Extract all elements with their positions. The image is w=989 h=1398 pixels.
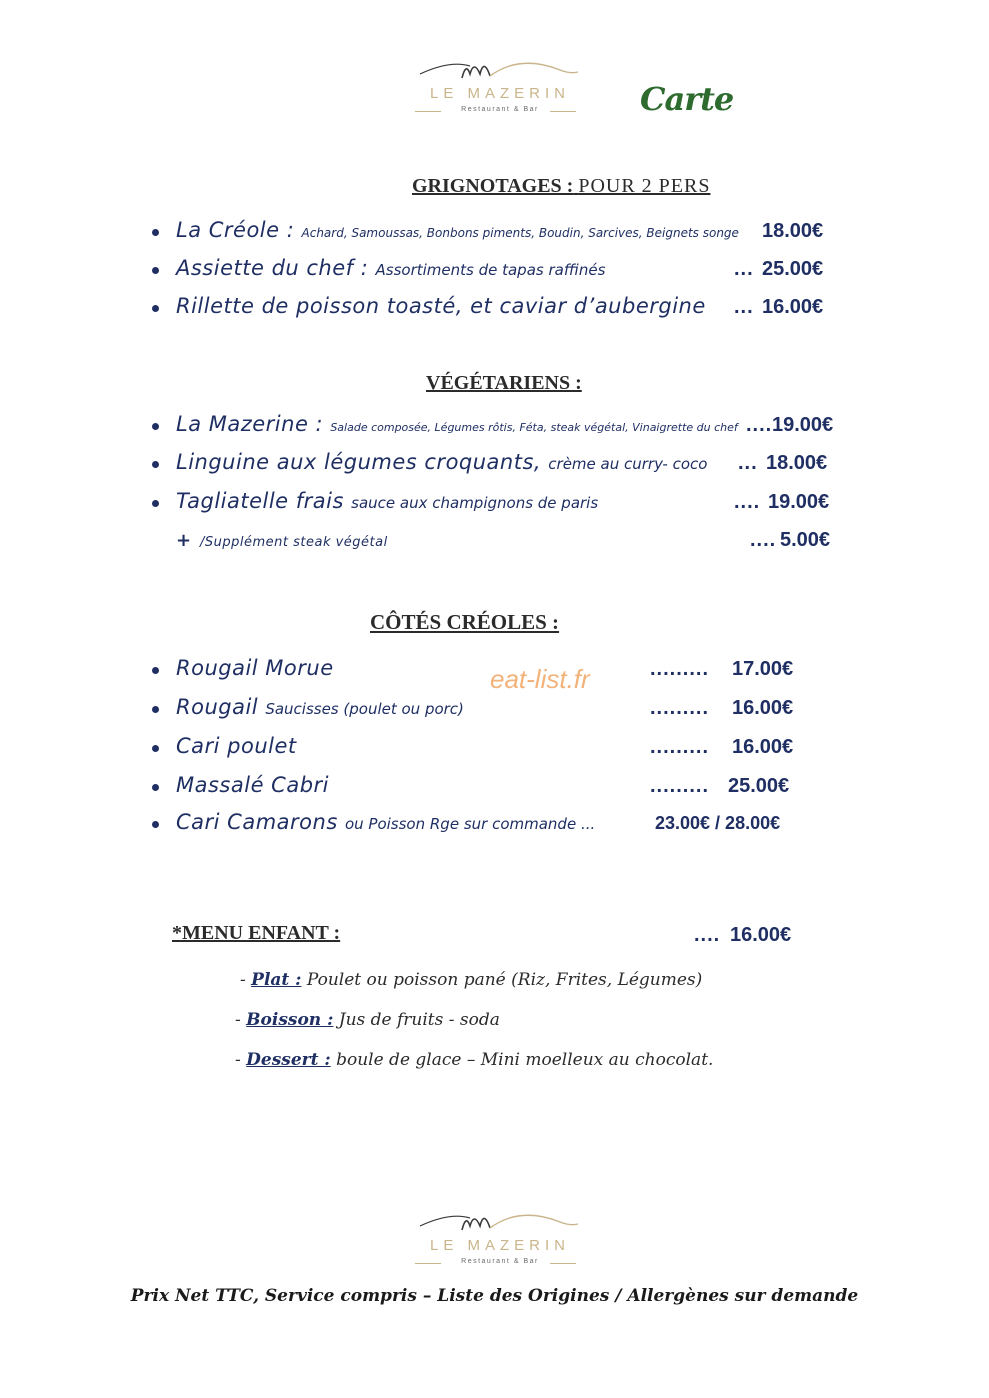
dash: -	[235, 1010, 241, 1030]
item-price: 23.00€ / 28.00€	[655, 813, 781, 833]
bullet-icon	[152, 500, 159, 507]
item-price: 16.00€	[732, 697, 794, 719]
menu-item	[176, 734, 297, 758]
section-title-vegetariens: VÉGÉTARIENS :	[426, 372, 582, 394]
item-price: 16.00€	[732, 736, 794, 758]
logo-divider	[550, 1263, 576, 1264]
supplement-plus-icon: +	[176, 530, 192, 551]
menu-item	[176, 489, 598, 513]
item-price: 19.00€	[772, 414, 834, 436]
bullet-icon	[152, 667, 159, 674]
item-name: Rougail Morue	[176, 656, 334, 680]
item-dots: ....	[734, 491, 761, 513]
logo-name: LE MAZERIN	[429, 1237, 570, 1254]
item-dots: ...	[738, 452, 758, 474]
item-dots: .........	[650, 658, 710, 680]
menu-enfant-line	[235, 1010, 500, 1030]
item-price: 16.00€	[762, 296, 824, 318]
item-name: Tagliatelle frais	[176, 489, 344, 513]
supplement-label: /Supplément steak végétal	[200, 535, 388, 550]
item-name: Cari poulet	[176, 734, 297, 758]
footer-note: Prix Net TTC, Service compris – Liste des Origines / Allergènes sur demande	[130, 1286, 859, 1306]
item-desc: Assortiments de tapas raffinés	[375, 261, 606, 279]
line-label: Plat :	[251, 970, 302, 990]
menu-enfant-line	[235, 1050, 713, 1070]
section-title-text: GRIGNOTAGES :	[412, 175, 574, 197]
watermark: eat-list.fr	[490, 664, 590, 694]
carte-title: Carte	[640, 80, 734, 118]
item-name: La Créole :	[176, 218, 295, 242]
logo-top	[410, 52, 590, 122]
bullet-icon	[152, 267, 159, 274]
menu-item	[176, 450, 707, 474]
menu-item	[176, 218, 739, 242]
item-desc: Achard, Samoussas, Bonbons piments, Boudin, Sarcives, Beignets songe	[301, 226, 739, 240]
item-desc: Salade composée, Légumes rôtis, Féta, steak végétal, Vinaigrette du chef	[330, 421, 738, 434]
item-desc: sauce aux champignons de paris	[351, 494, 599, 512]
line-label: Boisson :	[246, 1010, 334, 1030]
item-price: 18.00€	[762, 220, 824, 242]
bullet-icon	[152, 229, 159, 236]
item-name: Assiette du chef :	[176, 256, 369, 280]
dash: -	[235, 1050, 241, 1070]
item-name: Linguine aux légumes croquants,	[176, 450, 542, 474]
item-name: Rougail	[176, 695, 259, 719]
bullet-icon	[152, 423, 159, 430]
item-price: 17.00€	[732, 658, 794, 680]
bullet-icon	[152, 784, 159, 791]
item-dots: .........	[650, 697, 710, 719]
menu-enfant-line	[240, 970, 702, 990]
logo-divider	[550, 111, 576, 112]
item-name: Cari Camarons	[176, 810, 338, 834]
item-dots: .........	[650, 736, 710, 758]
dash: -	[240, 970, 246, 990]
bullet-icon	[152, 706, 159, 713]
menu-enfant-title: *MENU ENFANT :	[172, 922, 341, 944]
bullet-icon	[152, 461, 159, 468]
item-price: 19.00€	[768, 491, 830, 513]
section-title-cotes-creoles: CÔTÉS CRÉOLES :	[370, 610, 560, 634]
item-dots: .........	[650, 775, 710, 797]
menu-item	[176, 412, 738, 436]
menu-enfant-price: 16.00€	[730, 924, 792, 946]
item-desc: Saucisses (poulet ou porc)	[265, 700, 464, 718]
item-desc: crème au curry- coco	[548, 455, 708, 473]
menu-item	[176, 810, 595, 834]
logo-subtitle: Restaurant & Bar	[461, 106, 539, 113]
line-text: boule de glace – Mini moelleux au chocolat.	[336, 1050, 714, 1070]
item-name: Rillette de poisson toasté, et caviar d’aubergine	[176, 294, 706, 318]
menu-item	[176, 256, 605, 280]
line-label: Dessert :	[246, 1050, 331, 1070]
menu-item	[176, 773, 329, 797]
bullet-icon	[152, 745, 159, 752]
logo-name: LE MAZERIN	[429, 85, 570, 102]
logo-subtitle: Restaurant & Bar	[461, 1258, 539, 1265]
item-price: 18.00€	[766, 452, 828, 474]
item-price: 25.00€	[762, 258, 824, 280]
item-dots: ....	[750, 529, 777, 551]
item-dots: ...	[734, 258, 754, 280]
supplement-price: 5.00€	[780, 529, 831, 551]
menu-item	[176, 656, 334, 680]
item-desc: ou Poisson Rge sur commande ...	[344, 815, 596, 833]
item-name: Massalé Cabri	[176, 773, 329, 797]
item-dots: ....	[746, 414, 773, 436]
bullet-icon	[152, 305, 159, 312]
logo-bottom	[410, 1204, 590, 1274]
section-title-grignotages	[412, 175, 710, 198]
item-dots: ...	[734, 296, 754, 318]
line-text: Jus de fruits - soda	[338, 1010, 500, 1030]
item-price: 25.00€	[728, 775, 790, 797]
line-text: Poulet ou poisson pané (Riz, Frites, Légumes)	[306, 970, 703, 990]
bullet-icon	[152, 821, 159, 828]
menu-enfant-dots: ....	[694, 924, 721, 946]
menu-item	[176, 294, 706, 318]
item-name: La Mazerine :	[176, 412, 324, 436]
menu-item	[176, 695, 464, 719]
section-subtitle: POUR 2 PERS	[578, 175, 711, 197]
